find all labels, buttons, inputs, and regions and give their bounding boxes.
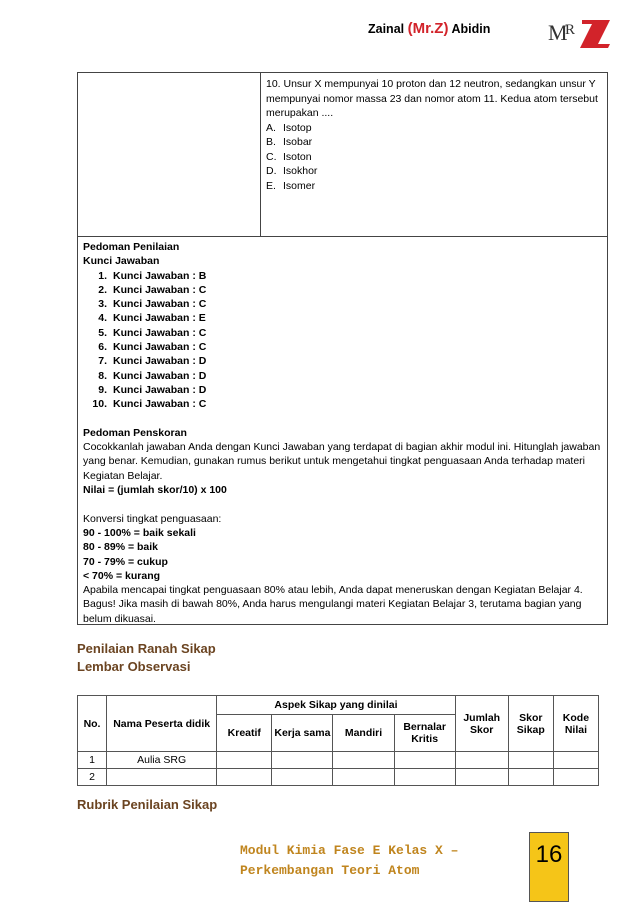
kunci-list (83, 269, 601, 412)
col-no: No. (78, 696, 107, 752)
footer-module-title: Modul Kimia Fase E Kelas X – Perkembangan Teori Atom (240, 843, 459, 878)
option: D. Isokhor (266, 165, 318, 177)
kunci-item: 2. Kunci Jawaban : C (98, 283, 207, 296)
col-kreatif: Kreatif (217, 715, 272, 752)
penskoran-title: Pedoman Penskoran (83, 426, 187, 439)
kunci-item: 4. Kunci Jawaban : E (98, 312, 206, 325)
kunci-item: 9. Kunci Jawaban : D (98, 383, 207, 396)
option: A. Isotop (266, 121, 312, 134)
pedoman-box (77, 236, 608, 625)
konversi-item: 90 - 100% = baik sekali (83, 526, 196, 539)
observasi-subtitle: Lembar Observasi (77, 659, 191, 674)
question-10 (266, 77, 602, 193)
question-text: 10. Unsur X mempunyai 10 proton dan 12 neutron, sedangkan unsur Y mempunyai nomor massa 23 dan nomor atom 11. Kedua atom tersebut merupakan .... (266, 78, 598, 119)
option: B. Isobar (266, 136, 313, 148)
kunci-item: 6. Kunci Jawaban : C (98, 341, 207, 354)
col-bernalar: Bernalar Kritis (394, 715, 455, 752)
header-mrz: (Mr.Z) (407, 20, 449, 37)
col-kode: Kode Nilai (553, 696, 598, 752)
rubrik-title: Rubrik Penilaian Sikap (77, 797, 218, 812)
mrz-logo (548, 14, 612, 48)
svg-text:R: R (565, 22, 576, 38)
kunci-item: 3. Kunci Jawaban : C (98, 298, 207, 311)
col-nama: Nama Peserta didik (107, 696, 217, 752)
penskoran-text: Cocokkanlah jawaban Anda dengan Kunci Jawaban yang terdapat di bagian akhir modul ini. Hitunglah jawaban yang benar. Kemudian, gunakan rumus berikut untuk mengetahui tingkat penguasaan Anda terhadap materi Kegiatan Belajar. (83, 441, 601, 482)
question-box (77, 72, 608, 237)
kunci-item: 5. Kunci Jawaban : C (98, 326, 207, 339)
option: E. Isomer (266, 179, 316, 192)
col-skor: Skor Sikap (508, 696, 553, 752)
pedoman-title: Pedoman Penilaian (83, 241, 180, 253)
col-mandiri: Mandiri (333, 715, 394, 752)
svg-text:M: M (548, 20, 568, 45)
kunci-item: 10. Kunci Jawaban : C (92, 398, 207, 411)
col-jumlah: Jumlah Skor (455, 696, 508, 752)
closing-text: Apabila mencapai tingkat penguasaan 80% atau lebih, Anda dapat meneruskan dengan Kegiatan Belajar 4. Bagus! Jika masih di bawah 80%, Anda harus mengulangi materi Kegiatan Belajar 3, terutama bagian yang belum dikuasai. (83, 584, 583, 625)
konversi-item: 80 - 89% = baik (83, 541, 159, 554)
table-row: 1 Aulia SRG (78, 752, 599, 769)
observation-table (77, 695, 599, 786)
page-number: 16 (529, 832, 569, 902)
kunci-item: 1. Kunci Jawaban : B (98, 269, 207, 282)
kunci-item: 8. Kunci Jawaban : D (98, 369, 207, 382)
header-first-name: Zainal (368, 22, 405, 36)
table-row: 2 (78, 769, 599, 786)
konversi-item: 70 - 79% = cukup (83, 555, 168, 568)
kunci-title: Kunci Jawaban (83, 255, 160, 268)
header-last-name: Abidin (451, 22, 491, 36)
option: C. Isoton (266, 150, 312, 163)
header-author (368, 20, 490, 37)
col-aspek: Aspek Sikap yang dinilai (217, 696, 455, 715)
konversi-title: Konversi tingkat penguasaan: (83, 512, 222, 525)
sikap-title: Penilaian Ranah Sikap (77, 641, 216, 656)
konversi-item: < 70% = kurang (83, 569, 161, 582)
col-kerja-sama: Kerja sama (272, 715, 333, 752)
option-list (266, 121, 602, 194)
kunci-item: 7. Kunci Jawaban : D (98, 355, 207, 368)
rumus-nilai: Nilai = (jumlah skor/10) x 100 (83, 484, 227, 497)
